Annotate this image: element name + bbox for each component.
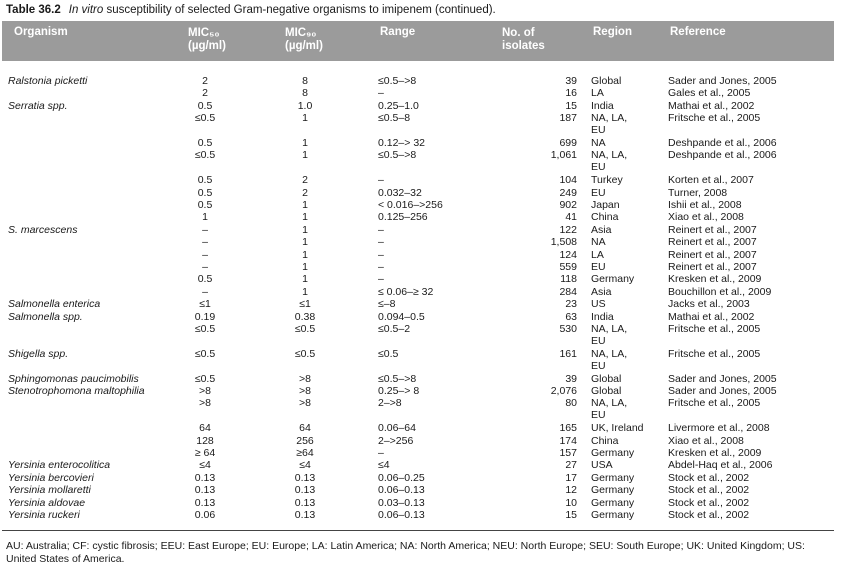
header-isolates-line2: isolates <box>502 40 545 52</box>
mic50-cell: 0.5 <box>197 186 213 199</box>
region-line: Germany <box>591 496 635 509</box>
region-cell <box>591 174 623 186</box>
reference-cell: Deshpande et al., 2006 <box>668 137 777 149</box>
region-cell <box>591 311 614 323</box>
reference-cell: Fritsche et al., 2005 <box>668 112 761 125</box>
mic90-cell: 1.0 <box>297 99 313 112</box>
isolates-cell: 2,076 <box>550 385 577 397</box>
organism-cell: Yersinia enterocolitica <box>8 459 111 472</box>
range-cell: – <box>378 447 384 459</box>
mic90-cell: >8 <box>299 397 311 410</box>
isolates-cell: 39 <box>565 75 577 87</box>
reference-cell: Xiao et al., 2008 <box>668 434 744 447</box>
region-cell <box>591 100 614 112</box>
mic90-cell: 1 <box>302 211 308 224</box>
header-mic90-unit: (µg/ml) <box>285 40 323 52</box>
table-caption <box>6 2 496 19</box>
region-line: NA, LA, <box>591 149 628 162</box>
mic90-cell: ≤1 <box>299 298 311 311</box>
table-number: Table 36.2 <box>6 4 61 16</box>
region-cell <box>591 298 606 310</box>
reference-cell: Reinert et al., 2007 <box>668 248 757 261</box>
organism-cell: Serratia spp. <box>8 99 68 112</box>
isolates-cell: 284 <box>559 285 577 298</box>
reference-cell: Livermore et al., 2008 <box>668 422 770 435</box>
mic90-cell: 256 <box>296 434 314 447</box>
mic50-cell: 2 <box>202 87 208 100</box>
mic50-cell: 0.5 <box>197 137 213 149</box>
mic90-cell: 1 <box>302 199 308 211</box>
reference-cell: Mathai et al., 2002 <box>668 310 755 323</box>
isolates-cell: 16 <box>565 87 577 100</box>
region-cell <box>591 236 606 248</box>
range-cell: 0.06–64 <box>378 422 416 435</box>
region-line: Germany <box>591 447 635 459</box>
isolates-cell: 902 <box>559 199 577 211</box>
isolates-cell: 63 <box>565 310 577 323</box>
range-cell: 0.032–32 <box>378 186 422 199</box>
mic50-cell: 0.13 <box>194 484 216 497</box>
region-line: Asia <box>591 285 612 298</box>
range-cell: – <box>378 261 384 273</box>
mic90-cell: 1 <box>302 137 308 149</box>
region-cell <box>591 273 634 285</box>
mic90-cell: 2 <box>302 174 308 187</box>
isolates-cell: 15 <box>565 99 577 112</box>
reference-cell: Stock et al., 2002 <box>668 484 750 497</box>
mic50-cell: >8 <box>199 397 211 410</box>
region-cell <box>591 323 627 347</box>
range-cell: 0.25–> 8 <box>378 385 420 397</box>
mic90-cell: 1 <box>302 261 308 273</box>
mic90-cell: 1 <box>302 223 308 236</box>
mic50-cell: – <box>202 248 208 261</box>
reference-cell: Stock et al., 2002 <box>668 496 750 509</box>
range-cell: – <box>378 87 384 100</box>
caption-text: susceptibility of selected Gram-negative organisms to imipenem (continued). <box>103 4 496 16</box>
reference-cell: Fritsche et al., 2005 <box>668 347 761 360</box>
mic50-cell: ≤0.5 <box>194 112 216 125</box>
organism-cell: Stenotrophomona maltophilia <box>8 385 145 397</box>
mic90-cell: ≥64 <box>296 447 314 459</box>
reference-cell: Kresken et al., 2009 <box>668 447 762 459</box>
region-line: US <box>591 298 606 311</box>
mic90-cell: >8 <box>299 385 311 397</box>
mic90-cell: 0.13 <box>294 484 316 497</box>
mic50-cell: 0.5 <box>197 99 213 112</box>
region-cell <box>591 211 618 223</box>
mic50-cell: 0.5 <box>197 174 213 187</box>
region-line: EU <box>591 409 606 422</box>
region-cell <box>591 87 604 99</box>
region-line: Global <box>591 75 622 87</box>
region-line: Turkey <box>591 174 623 187</box>
mic50-cell: ≤1 <box>199 298 211 311</box>
isolates-cell: 41 <box>565 211 577 224</box>
reference-cell: Fritsche et al., 2005 <box>668 323 761 335</box>
range-cell: ≤0.5–>8 <box>378 149 417 162</box>
mic50-cell: ≤4 <box>199 459 211 472</box>
reference-cell: Reinert et al., 2007 <box>668 236 757 249</box>
region-line: EU <box>591 161 606 174</box>
isolates-cell: 1,508 <box>550 236 577 249</box>
isolates-cell: 104 <box>559 174 577 187</box>
mic50-cell: 0.06 <box>194 509 216 521</box>
isolates-cell: 122 <box>559 223 577 236</box>
isolates-cell: 15 <box>565 509 577 521</box>
region-line: USA <box>591 459 613 472</box>
mic90-cell: 2 <box>302 186 308 199</box>
isolates-cell: 80 <box>565 397 577 410</box>
region-line: Germany <box>591 509 635 521</box>
range-cell: 0.12–> 32 <box>378 137 426 149</box>
mic90-cell: 1 <box>302 273 308 286</box>
organism-cell: Yersinia ruckeri <box>8 509 80 521</box>
organism-cell: Shigella spp. <box>8 347 69 360</box>
range-cell: ≤0.5–>8 <box>378 372 417 385</box>
mic50-cell: 0.5 <box>197 199 213 211</box>
header-isolates <box>502 27 545 53</box>
mic50-cell: 0.19 <box>194 310 216 323</box>
mic50-cell: – <box>202 223 208 236</box>
reference-cell: Sader and Jones, 2005 <box>668 372 777 385</box>
region-cell <box>591 422 644 434</box>
isolates-cell: 39 <box>565 372 577 385</box>
region-line: India <box>591 310 614 323</box>
isolates-cell: 559 <box>559 261 577 273</box>
range-cell: 0.25–1.0 <box>378 99 419 112</box>
range-cell: 2–>8 <box>378 397 402 410</box>
range-cell: 2–>256 <box>378 434 414 447</box>
region-cell <box>591 435 618 447</box>
range-cell: 0.125–256 <box>378 211 428 224</box>
region-cell <box>591 112 627 136</box>
mic90-cell: ≤0.5 <box>294 323 316 335</box>
reference-cell: Reinert et al., 2007 <box>668 223 757 236</box>
region-cell <box>591 497 634 509</box>
mic90-cell: 0.38 <box>294 310 316 323</box>
isolates-cell: 165 <box>559 422 577 435</box>
mic90-cell: 1 <box>302 248 308 261</box>
reference-cell: Bouchillon et al., 2009 <box>668 285 772 298</box>
region-line: NA <box>591 137 606 149</box>
range-cell: ≤ 0.06–≥ 32 <box>378 285 434 298</box>
mic90-cell: >8 <box>299 372 311 385</box>
mic90-cell: 1 <box>302 236 308 249</box>
organism-cell: Ralstonia picketti <box>8 75 88 87</box>
organism-cell: Sphingomonas paucimobilis <box>8 372 139 385</box>
mic50-cell: 1 <box>202 211 208 224</box>
region-line: EU <box>591 186 606 199</box>
region-cell <box>591 348 627 372</box>
reference-cell: Jacks et al., 2003 <box>668 298 750 311</box>
reference-cell: Ishii et al., 2008 <box>668 199 742 211</box>
region-line: Germany <box>591 471 635 484</box>
mic50-cell: ≤0.5 <box>194 347 216 360</box>
region-cell <box>591 459 613 471</box>
range-cell: – <box>378 273 384 286</box>
region-cell <box>591 447 634 459</box>
region-line: NA, LA, <box>591 347 628 360</box>
isolates-cell: 23 <box>565 298 577 311</box>
region-line: Germany <box>591 484 635 497</box>
isolates-cell: 124 <box>559 248 577 261</box>
header-mic90-label: MIC₉₀ <box>285 27 317 39</box>
mic50-cell: >8 <box>199 385 211 397</box>
isolates-cell: 10 <box>565 496 577 509</box>
isolates-cell: 27 <box>565 459 577 472</box>
region-cell <box>591 373 621 385</box>
table-footnote: AU: Australia; CF: cystic fibrosis; EEU: East Europe; EU: Europe; LA: Latin America; NA: North America; NEU: North Europe; SEU: South Europe; UK: United Kingdom; US: United States of America. <box>6 540 805 565</box>
header-mic90 <box>285 27 323 53</box>
mic90-cell: 0.13 <box>294 471 316 484</box>
mic50-cell: 0.13 <box>194 471 216 484</box>
reference-cell: Mathai et al., 2002 <box>668 99 755 112</box>
mic90-cell: 1 <box>302 112 308 125</box>
region-cell <box>591 261 606 273</box>
range-cell: ≤0.5–2 <box>378 323 411 335</box>
mic50-cell: ≤0.5 <box>194 149 216 162</box>
range-cell: 0.06–0.13 <box>378 484 425 497</box>
isolates-cell: 699 <box>559 137 577 149</box>
mic90-cell: 0.13 <box>294 496 316 509</box>
isolates-cell: 157 <box>559 447 577 459</box>
isolates-cell: 17 <box>565 471 577 484</box>
region-cell <box>591 75 621 87</box>
range-cell: ≤0.5–>8 <box>378 75 417 87</box>
header-reference: Reference <box>670 26 726 38</box>
organism-cell: Salmonella enterica <box>8 298 101 311</box>
range-cell: – <box>378 174 384 187</box>
mic90-cell: 8 <box>302 87 308 100</box>
range-cell: ≤0.5 <box>378 347 399 360</box>
region-line: Japan <box>591 199 620 211</box>
reference-cell: Stock et al., 2002 <box>668 471 750 484</box>
region-line: Global <box>591 372 622 385</box>
mic50-cell: 0.13 <box>194 496 216 509</box>
mic50-cell: ≤0.5 <box>194 372 216 385</box>
region-cell <box>591 149 627 173</box>
region-cell <box>591 199 620 211</box>
isolates-cell: 187 <box>559 112 577 125</box>
mic90-cell: ≤0.5 <box>294 347 316 360</box>
reference-cell: Kresken et al., 2009 <box>668 273 762 286</box>
organism-cell: Salmonella spp. <box>8 310 83 323</box>
organism-cell: Yersinia bercovieri <box>8 471 94 484</box>
range-cell: 0.094–0.5 <box>378 310 425 323</box>
caption-italic: In vitro <box>68 4 104 16</box>
mic90-cell: ≤4 <box>299 459 311 472</box>
organism-cell: Yersinia aldovae <box>8 496 86 509</box>
reference-cell: Turner, 2008 <box>668 186 728 199</box>
region-line: NA, LA, <box>591 397 628 410</box>
mic90-cell: 1 <box>302 285 308 298</box>
region-cell <box>591 484 634 496</box>
reference-cell: Stock et al., 2002 <box>668 509 750 521</box>
header-range: Range <box>380 26 416 38</box>
region-cell <box>591 509 634 521</box>
reference-cell: Korten et al., 2007 <box>668 174 754 187</box>
mic50-cell: 2 <box>202 75 208 87</box>
table-header <box>2 21 834 61</box>
region-line: India <box>591 99 614 112</box>
reference-cell: Gales et al., 2005 <box>668 87 751 100</box>
reference-cell: Deshpande et al., 2006 <box>668 149 777 162</box>
reference-cell: Abdel-Haq et al., 2006 <box>668 459 773 472</box>
header-mic50-label: MIC₅₀ <box>188 27 220 39</box>
header-mic50 <box>188 27 226 53</box>
region-line: Global <box>591 385 622 397</box>
range-cell: – <box>378 223 384 236</box>
region-cell <box>591 472 634 484</box>
reference-cell: Fritsche et al., 2005 <box>668 397 761 410</box>
reference-cell: Sader and Jones, 2005 <box>668 75 777 87</box>
region-cell <box>591 224 611 236</box>
organism-cell: S. marcescens <box>8 223 78 236</box>
isolates-cell: 12 <box>565 484 577 497</box>
region-cell <box>591 397 627 421</box>
region-line: UK, Ireland <box>591 422 644 435</box>
mic90-cell: 64 <box>299 422 311 435</box>
mic90-cell: 8 <box>302 75 308 87</box>
region-cell <box>591 249 604 261</box>
range-cell: ≤4 <box>378 459 390 472</box>
region-line: China <box>591 211 619 224</box>
range-cell: < 0.016–>256 <box>378 199 443 211</box>
range-cell: – <box>378 236 384 249</box>
mic50-cell: – <box>202 285 208 298</box>
region-line: NA <box>591 236 606 249</box>
range-cell: ≤–8 <box>378 298 396 311</box>
organism-cell: Yersinia mollaretti <box>8 484 91 497</box>
mic50-cell: – <box>202 261 208 273</box>
header-mic50-unit: (µg/ml) <box>188 40 226 52</box>
header-isolates-line1: No. of <box>502 27 535 39</box>
region-cell <box>591 286 611 298</box>
mic50-cell: 0.5 <box>197 273 213 286</box>
mic50-cell: 64 <box>199 422 211 435</box>
region-line: EU <box>591 359 606 372</box>
isolates-cell: 1,061 <box>550 149 577 162</box>
isolates-cell: 249 <box>559 186 577 199</box>
mic90-cell: 0.13 <box>294 509 316 521</box>
region-line: NA, LA, <box>591 323 628 335</box>
region-line: China <box>591 434 619 447</box>
region-cell <box>591 137 606 149</box>
region-line: LA <box>591 248 604 261</box>
range-cell: 0.03–0.13 <box>378 496 425 509</box>
isolates-cell: 530 <box>559 323 577 335</box>
range-cell: – <box>378 248 384 261</box>
region-line: EU <box>591 335 606 347</box>
table-bottom-rule <box>2 530 834 531</box>
region-line: NA, LA, <box>591 112 628 125</box>
isolates-cell: 161 <box>559 347 577 360</box>
region-line: LA <box>591 87 604 100</box>
header-organism: Organism <box>14 26 68 38</box>
mic50-cell: ≥ 64 <box>194 447 216 459</box>
mic50-cell: ≤0.5 <box>194 323 216 335</box>
mic50-cell: – <box>202 236 208 249</box>
region-line: EU <box>591 261 606 273</box>
isolates-cell: 118 <box>560 273 577 286</box>
region-cell <box>591 385 621 397</box>
mic90-cell: 1 <box>302 149 308 162</box>
region-line: Asia <box>591 223 612 236</box>
reference-cell: Xiao et al., 2008 <box>668 211 744 224</box>
range-cell: 0.06–0.13 <box>378 509 425 521</box>
isolates-cell: 174 <box>559 434 577 447</box>
region-line: EU <box>591 124 606 137</box>
reference-cell: Reinert et al., 2007 <box>668 261 757 273</box>
reference-cell: Sader and Jones, 2005 <box>668 385 777 397</box>
range-cell: 0.06–0.25 <box>378 471 425 484</box>
header-region: Region <box>593 26 632 38</box>
region-line: Germany <box>591 273 635 286</box>
region-cell <box>591 187 606 199</box>
mic50-cell: 128 <box>196 434 214 447</box>
range-cell: ≤0.5–8 <box>378 112 411 125</box>
